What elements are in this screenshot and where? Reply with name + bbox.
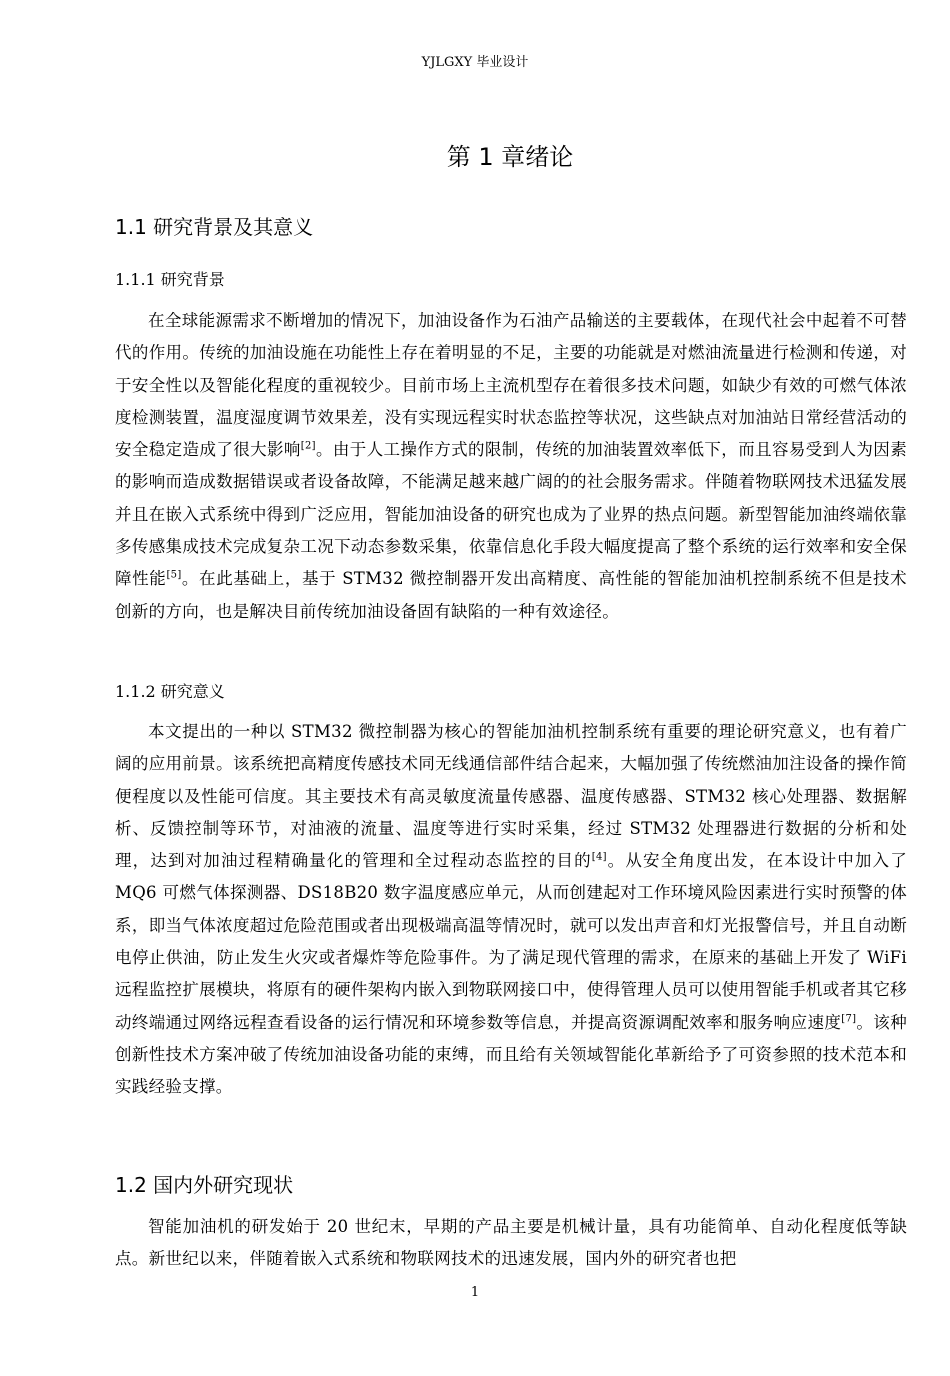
chapter-title: 第 1 章绪论 bbox=[446, 143, 574, 171]
research-significance-paragraph bbox=[115, 716, 907, 1104]
subsection-1-1-1-title: 1.1.1 研究背景 bbox=[115, 270, 225, 289]
paragraph-text: 。该种创新性技术方案冲破了传统加油设备功能的束缚，而且给有关领域智能化革新给予了可资参照的技术范本和实践经验支撑。 bbox=[115, 1012, 907, 1097]
paragraph-text: 。从安全角度出发，在本设计中加入了 MQ6 可燃气体探测器、DS18B20 数字温度感应单元，从而创建起对工作环境风险因素进行实时预警的体系，即当气体浓度超过危险范围或者出现极端高温等情况时，就可以发出声音和灯光报警信号，并且自动断电停止供油，防止发生火灾或者爆炸等危险事件。为了满足现代管理的需求，在原来的基础上开发了 WiFi 远程监控扩展模块，将原有的硬件架构内嵌入到物联网接口中，使得管理人员可以使用智能手机或者其它移动终端通过网络远程查看设备的运行情况和环境参数等信息，并提高资源调配效率和服务响应速度 bbox=[115, 851, 907, 1032]
page-number: 1 bbox=[470, 1285, 480, 1300]
paragraph-text: 本文提出的一种以 STM32 微控制器为核心的智能加油机控制系统有重要的理论研究意义，也有着广阔的应用前景。该系统把高精度传感技术同无线通信部件结合起来，大幅加强了传统燃油加注设备的操作简便程度以及性能可信度。其主要技术有高灵敏度流量传感器、温度传感器、STM32 核心处理器、数据解析、反馈控制等环节，对油液的流量、温度等进行实时采集，经过 STM32 处理器进行数据的分析和处理，达到对加油过程精确量化的管理和全过程动态监控的目的 bbox=[115, 722, 907, 871]
citation-ref: [5] bbox=[166, 569, 182, 581]
paragraph-text: 。在此基础上，基于 STM32 微控制器开发出高精度、高性能的智能加油机控制系统不但是技术创新的方向，也是解决目前传统加油设备固有缺陷的一种有效途径。 bbox=[115, 569, 907, 621]
page-header: YJLGXY 毕业设计 bbox=[421, 55, 529, 70]
citation-ref: [4] bbox=[591, 851, 607, 863]
paragraph-text: 在全球能源需求不断增加的情况下，加油设备作为石油产品输送的主要载体，在现代社会中起着不可替代的作用。传统的加油设施在功能性上存在着明显的不足，主要的功能就是对燃油流量进行检测和传递，对于安全性以及智能化程度的重视较少。目前市场上主流机型存在着很多技术问题，如缺少有效的可燃气体浓度检测装置，温度湿度调节效果差，没有实现远程实时状态监控等状况，这些缺点对加油站日常经营活动的安全稳定造成了很大影响 bbox=[115, 311, 907, 460]
research-background-paragraph bbox=[115, 305, 907, 628]
section-1-2-title: 1.2 国内外研究现状 bbox=[115, 1173, 294, 1197]
header-rule bbox=[115, 76, 907, 77]
paragraph-text: 。由于人工操作方式的限制，传统的加油装置效率低下，而且容易受到人为因素的影响而造成数据错误或者设备故障，不能满足越来越广阔的的社会服务需求。伴随着物联网技术迅猛发展并且在嵌入式系统中得到广泛应用，智能加油设备的研究也成为了业界的热点问题。新型智能加油终端依靠多传感集成技术完成复杂工况下动态参数采集，依靠信息化手段大幅度提高了整个系统的运行效率和安全保障性能 bbox=[115, 440, 908, 589]
subsection-1-1-2-title: 1.1.2 研究意义 bbox=[115, 682, 225, 701]
research-status-paragraph: 智能加油机的研发始于 20 世纪末，早期的产品主要是机械计量，具有功能简单、自动化程度低等缺点。新世纪以来，伴随着嵌入式系统和物联网技术的迅速发展，国内外的研究者也把 bbox=[115, 1217, 907, 1269]
citation-ref: [7] bbox=[841, 1013, 857, 1025]
section-1-1-title: 1.1 研究背景及其意义 bbox=[115, 215, 314, 239]
citation-ref: [2] bbox=[300, 440, 316, 452]
